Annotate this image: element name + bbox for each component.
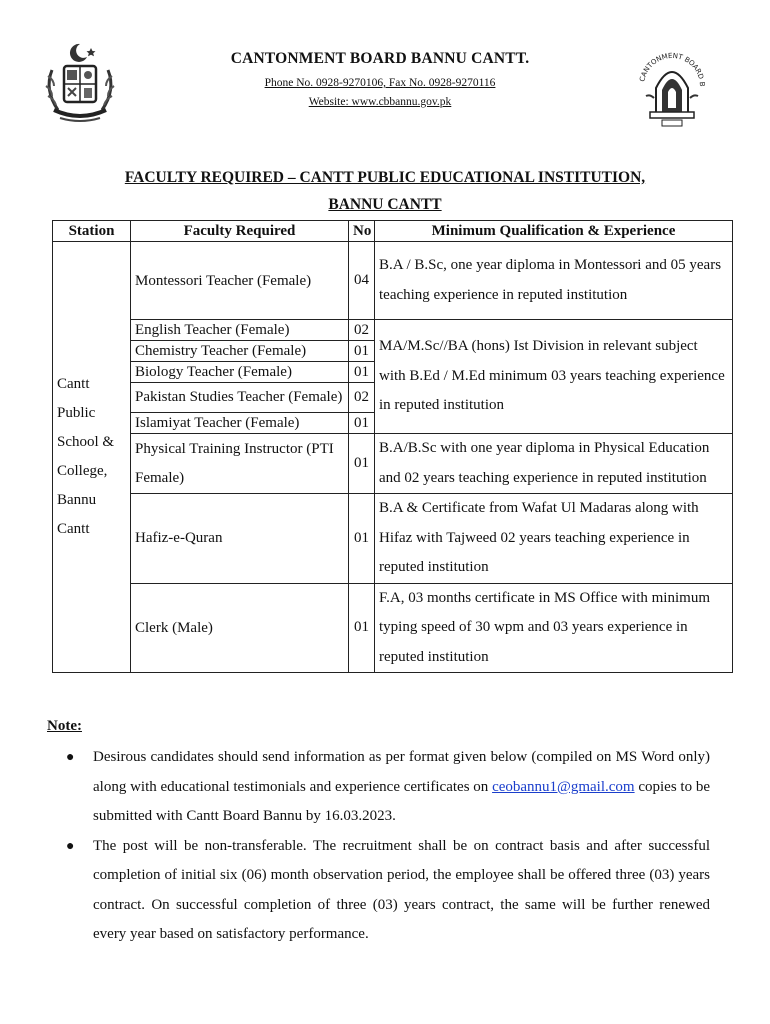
bullet-icon: ● [66, 838, 75, 854]
faculty-cell: Hafiz-e-Quran [131, 494, 349, 584]
note-2-text: The post will be non-transferable. The recruitment shall be on contract basis and after successful completion of initial six (06) month observation period, the employee shall be offered three (03) years contract. On successful completion of three (03) years contract, the same will be further renewed every year based on satisfactory performance. [93, 837, 710, 942]
faculty-cell: English Teacher (Female) [131, 320, 349, 341]
qualification-cell: B.A / B.Sc, one year diploma in Montessori and 05 years teaching experience in reputed institution [375, 242, 733, 320]
faculty-cell: Physical Training Instructor (PTI Female) [131, 434, 349, 494]
qualification-cell: MA/M.Sc//BA (hons) Ist Division in relevant subject with B.Ed / M.Ed minimum 03 years teaching experience in reputed institution [375, 320, 733, 434]
table-row [53, 434, 733, 494]
qualification-cell: F.A, 03 months certificate in MS Office with minimum typing speed of 30 wpm and 03 years experience in reputed institution [375, 583, 733, 673]
qualification-cell: B.A & Certificate from Wafat Ul Madaras along with Hifaz with Tajweed 02 years teaching experience in reputed institution [375, 494, 733, 584]
count-cell: 01 [349, 434, 375, 494]
header-no: No [349, 221, 375, 242]
count-cell: 01 [349, 341, 375, 362]
table-row [53, 320, 733, 341]
notes-list [66, 743, 710, 950]
faculty-cell: Clerk (Male) [131, 583, 349, 673]
government-emblem-logo [40, 42, 120, 124]
table-row [53, 583, 733, 673]
header-faculty: Faculty Required [131, 221, 349, 242]
count-cell: 01 [349, 362, 375, 383]
count-cell: 01 [349, 413, 375, 434]
cantonment-board-logo [632, 48, 712, 128]
count-cell: 02 [349, 383, 375, 413]
note-heading: Note: [47, 718, 82, 734]
list-item [66, 832, 710, 950]
count-cell: 01 [349, 583, 375, 673]
logo-arc-text: CANTONMENT BOARD B [638, 51, 707, 87]
faculty-cell: Biology Teacher (Female) [131, 362, 349, 383]
list-item [66, 743, 710, 832]
count-cell: 02 [349, 320, 375, 341]
faculty-cell: Islamiyat Teacher (Female) [131, 413, 349, 434]
contact-numbers: Phone No. 0928-9270106, Fax No. 0928-9270116 [264, 77, 496, 89]
header-station: Station [53, 221, 131, 242]
table-row [53, 494, 733, 584]
station-cell: Cantt Public School & College, Bannu Cantt [53, 242, 131, 673]
note-1-text-before: Desirous candidates should send information as per format given below (compiled on MS Word only) along with educational testimonials and experience certificates on [93, 749, 710, 795]
website-link[interactable]: Website: www.cbbannu.gov.pk [308, 96, 452, 108]
faculty-cell: Montessori Teacher (Female) [131, 242, 349, 320]
faculty-cell: Chemistry Teacher (Female) [131, 341, 349, 362]
email-link[interactable]: ceobannu1@gmail.com [492, 778, 635, 795]
document-title [40, 164, 730, 218]
title-line-2: BANNU CANTT [328, 196, 442, 213]
organization-name: CANTONMENT BOARD BANNU CANTT. [230, 50, 530, 67]
letterhead [160, 50, 600, 108]
faculty-table [52, 220, 733, 673]
count-cell: 01 [349, 494, 375, 584]
bullet-icon: ● [66, 750, 75, 765]
table-header-row [53, 221, 733, 242]
count-cell: 04 [349, 242, 375, 320]
header-qualification: Minimum Qualification & Experience [375, 221, 733, 242]
table-row [53, 242, 733, 320]
faculty-cell: Pakistan Studies Teacher (Female) [131, 383, 349, 413]
note-1-text-after: copies to be submitted with Cantt Board Bannu by 16.03.2023. [93, 778, 711, 824]
title-line-1: FACULTY REQUIRED – CANTT PUBLIC EDUCATIONAL INSTITUTION, [124, 169, 646, 186]
qualification-cell: B.A/B.Sc with one year diploma in Physical Education and 02 years teaching experience in reputed institution [375, 434, 733, 494]
